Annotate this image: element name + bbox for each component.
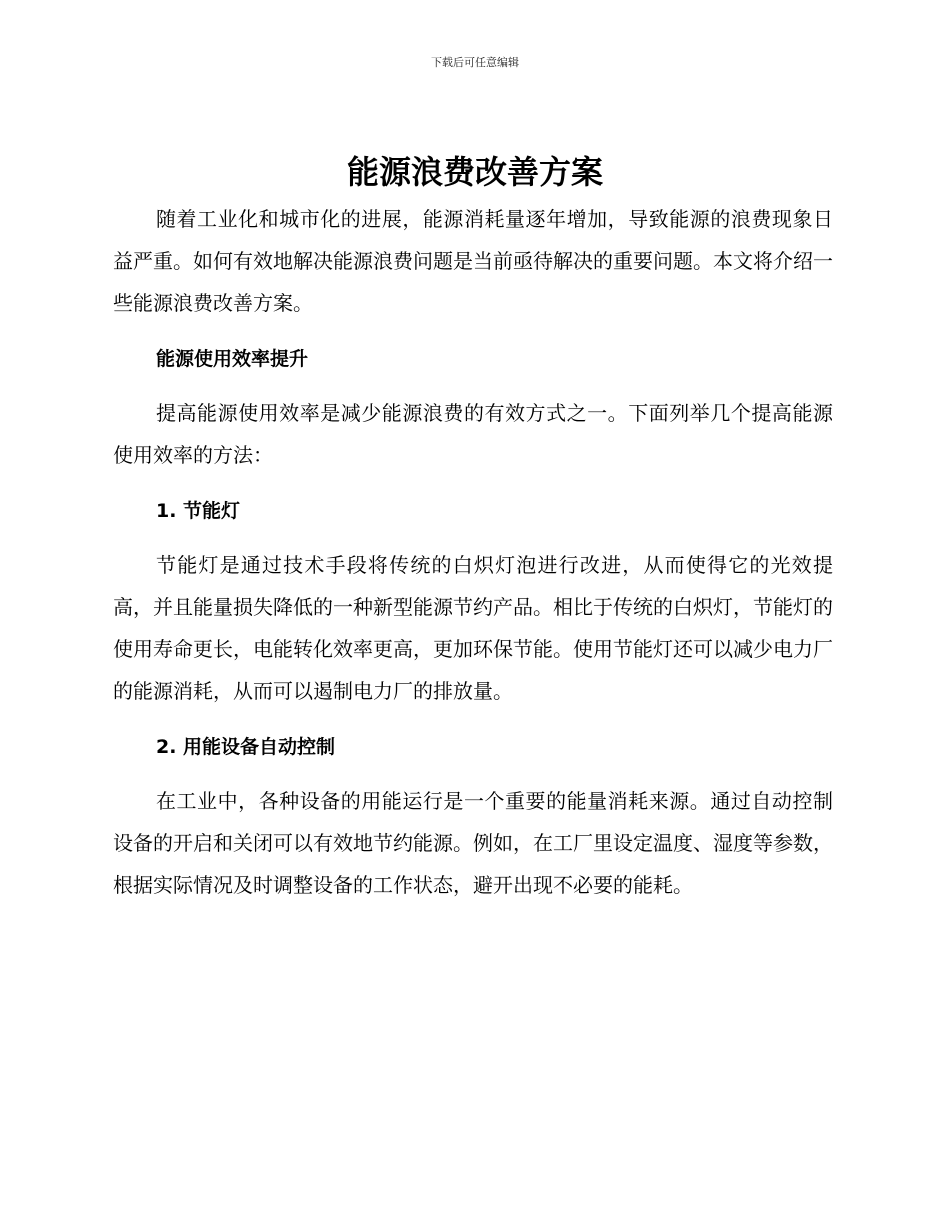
section-paragraph-efficiency: 提高能源使用效率是减少能源浪费的有效方式之一。下面列举几个提高能源使用效率的方法： [113,401,833,467]
item-paragraph-auto-control: 在工业中，各种设备的用能运行是一个重要的能量消耗来源。通过自动控制设备的开启和关闭可以有效地节约能源。例如，在工厂里设定温度、湿度等参数，根据实际情况及时调整设备的工作状态，避开出现不必要的能耗。 [113,789,833,897]
intro-paragraph: 随着工业化和城市化的进展，能源消耗量逐年增加，导致能源的浪费现象日益严重。如何有效地解决能源浪费问题是当前亟待解决的重要问题。本文将介绍一些能源浪费改善方案。 [113,207,833,315]
section-heading-efficiency: 能源使用效率提升 [156,348,309,370]
item-heading-energy-saving-lamp: 1. 节能灯 [156,500,241,522]
header-note: 下载后可任意编辑 [431,56,519,69]
document-title: 能源浪费改善方案 [346,153,603,191]
item-heading-auto-control: 2. 用能设备自动控制 [156,736,336,758]
item-paragraph-energy-saving-lamp: 节能灯是通过技术手段将传统的白炽灯泡进行改进，从而使得它的光效提高，并且能量损失降低的一种新型能源节约产品。相比于传统的白炽灯，节能灯的使用寿命更长，电能转化效率更高，更加环保节能。使用节能灯还可以减少电力厂的能源消耗，从而可以遏制电力厂的排放量。 [113,553,833,703]
